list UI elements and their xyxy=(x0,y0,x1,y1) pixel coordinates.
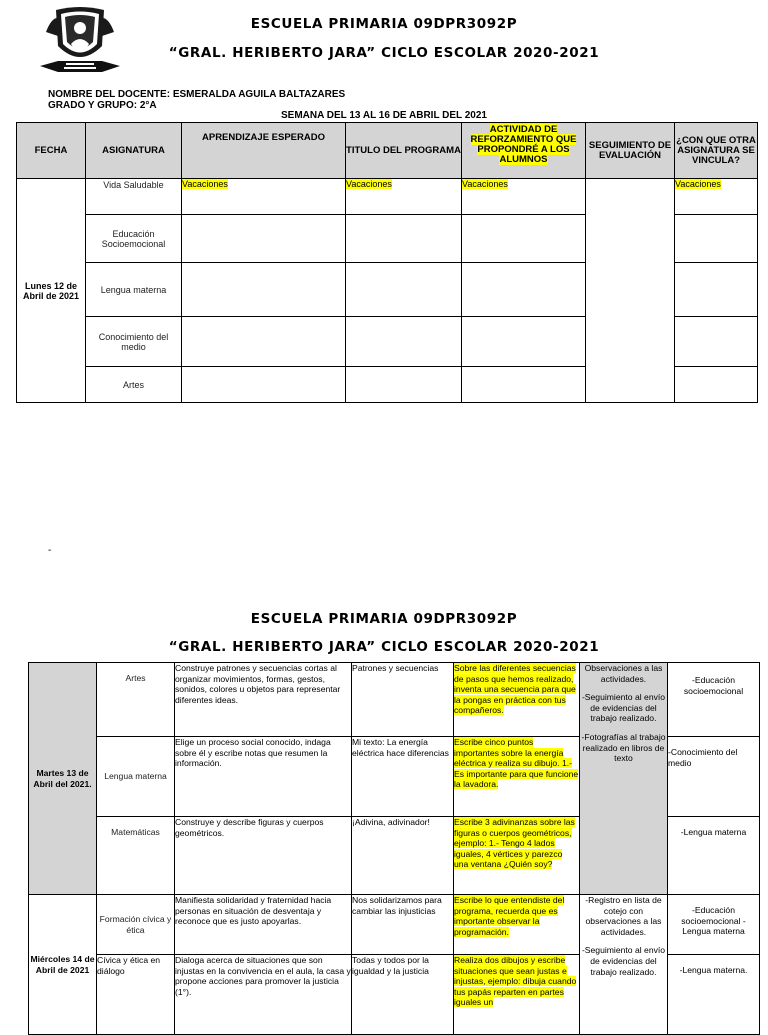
empty-cell xyxy=(462,317,586,367)
header-actividad xyxy=(462,123,586,179)
titulo-cell: Nos solidarizamos para cambiar las injusticias xyxy=(352,895,454,955)
empty-cell xyxy=(462,263,586,317)
planning-table-days xyxy=(28,662,760,1035)
actividad-text: Escribe lo que entendiste del programa, recuerda que es importante observar la programación. xyxy=(454,895,565,937)
subject-matematicas: Matemáticas xyxy=(97,817,175,895)
vacaciones-text: Vacaciones xyxy=(346,179,392,189)
aprendizaje-cell: Construye y describe figuras y cuerpos geométricos. xyxy=(175,817,352,895)
header-seguimiento: SEGUIMIENTO DE EVALUACIÓN xyxy=(586,123,675,179)
empty-cell xyxy=(182,263,346,317)
aprendizaje-cell xyxy=(182,179,346,215)
actividad-text: Escribe cinco puntos importantes sobre la energía eléctrica y realiza su dibujo. 1.- Es importante para que funcione la lavadora. xyxy=(454,737,579,790)
aprendizaje-cell: Elige un proceso social conocido, indaga sobre él y escribe notas que resumen la información. xyxy=(175,737,352,817)
titulo-cell: Mi texto: La energía eléctrica hace diferencias xyxy=(352,737,454,817)
header-asignatura: ASIGNATURA xyxy=(86,123,182,179)
titulo-cell: Todas y todos por la igualdad y la justicia xyxy=(352,955,454,1035)
vincula-cell: -Conocimiento del medio xyxy=(668,737,760,817)
actividad-cell xyxy=(454,895,580,955)
school-name-2: ESCUELA PRIMARIA 09DPR3092P xyxy=(250,611,518,627)
date-monday: Lunes 12 de Abril de 2021 xyxy=(17,179,86,403)
titulo-cell: ¡Adivina, adivinador! xyxy=(352,817,454,895)
stray-dash: - xyxy=(48,545,52,556)
titulo-cell: Patrones y secuencias xyxy=(352,663,454,737)
school-cycle: “GRAL. HERIBERTO JARA” CICLO ESCOLAR 2020-2021 xyxy=(168,45,600,61)
school-name: ESCUELA PRIMARIA 09DPR3092P xyxy=(250,16,518,32)
actividad-cell xyxy=(462,179,586,215)
date-wednesday: Miércoles 14 de Abril de 2021 xyxy=(29,895,97,1035)
actividad-cell xyxy=(454,663,580,737)
vincula-cell: -Lengua materna. xyxy=(668,955,760,1035)
titulo-cell xyxy=(346,179,462,215)
vincula-cell: -Educación socioemocional xyxy=(668,663,760,737)
grade-group: GRADO Y GRUPO: 2°A xyxy=(48,100,157,111)
school-cycle-2: “GRAL. HERIBERTO JARA” CICLO ESCOLAR 2020-2021 xyxy=(168,639,600,655)
header-vincula: ¿CON QUE OTRA ASIGNATURA SE VINCULA? xyxy=(675,123,758,179)
vacaciones-text: Vacaciones xyxy=(675,179,721,189)
seguimiento-line: Observaciones a las actividades. xyxy=(584,663,663,684)
teacher-name: NOMBRE DEL DOCENTE: ESMERALDA AGUILA BALTAZARES xyxy=(48,89,346,100)
aprendizaje-cell: Dialoga acerca de situaciones que son injustas en la convivencia en el aula, la casa y propone acciones para promover la justicia (1°). xyxy=(175,955,352,1035)
week-label: SEMANA DEL 13 AL 16 DE ABRIL DEL 2021 xyxy=(281,110,487,121)
empty-cell xyxy=(182,367,346,403)
header-fecha: FECHA xyxy=(17,123,86,179)
seguimiento-line: -Fotografías al trabajo realizado en libros de texto xyxy=(581,731,666,764)
seguimiento-cell xyxy=(586,179,675,403)
header-aprendizaje: APRENDIZAJE ESPERADO xyxy=(182,123,346,179)
empty-cell xyxy=(182,215,346,263)
empty-cell xyxy=(675,263,758,317)
empty-cell xyxy=(675,215,758,263)
subject-conocimiento-medio: Conocimiento del medio xyxy=(86,317,182,367)
actividad-cell xyxy=(454,817,580,895)
empty-cell xyxy=(182,317,346,367)
subject-civica-etica: Formación cívica y ética xyxy=(97,895,175,955)
seguimiento-line: -Seguimiento al envío de evidencias del trabajo realizado. xyxy=(581,945,666,977)
aprendizaje-cell: Manifiesta solidaridad y fraternidad hacia personas en situación de desventaja y reconoce que es justo apoyarlas. xyxy=(175,895,352,955)
subject-artes: Artes xyxy=(86,367,182,403)
vacaciones-text: Vacaciones xyxy=(462,179,508,189)
vincula-cell: -Educación socioemocional -Lengua materna xyxy=(668,895,760,955)
subject-socioemocional: Educación Socioemocional xyxy=(86,215,182,263)
empty-cell xyxy=(346,263,462,317)
actividad-text: Escribe 3 adivinanzas sobre las figuras o cuerpos geométricos, ejemplo: 1.- Tengo 4 lados iguales, 4 vértices y parezco una ventana ¿Quién soy? xyxy=(454,817,575,870)
empty-cell xyxy=(346,317,462,367)
vincula-cell: -Lengua materna xyxy=(668,817,760,895)
date-tuesday: Martes 13 de Abril del 2021. xyxy=(29,663,97,895)
seguimiento-cell xyxy=(580,895,668,1035)
actividad-text: Sobre las diferentes secuencias de pasos que hemos realizado, inventa una secuencia para que la pongas en práctica con tus compañeros. xyxy=(454,663,576,716)
actividad-cell xyxy=(454,737,580,817)
actividad-cell xyxy=(454,955,580,1035)
subject-vida-saludable: Vida Saludable xyxy=(86,179,182,215)
aprendizaje-cell: Construye patrones y secuencias cortas al organizar movimientos, formas, gestos, sonidos, colores u objetos para representar diferentes ideas. xyxy=(175,663,352,737)
vacaciones-text: Vacaciones xyxy=(182,179,228,189)
empty-cell xyxy=(462,215,586,263)
seguimiento-line: -Seguimiento al envío de evidencias del trabajo realizado. xyxy=(581,692,666,724)
subject-lengua-materna: Lengua materna xyxy=(97,737,175,817)
empty-cell xyxy=(462,367,586,403)
actividad-text: Realiza dos dibujos y escribe situaciones que sean justas e injustas, ejemplo: dibuja cuando tus papás reparten en partes iguales un xyxy=(454,955,577,1008)
empty-cell xyxy=(675,367,758,403)
vincula-cell xyxy=(675,179,758,215)
planning-table-week xyxy=(16,122,758,403)
subject-artes: Artes xyxy=(97,663,175,737)
subject-lengua-materna: Lengua materna xyxy=(86,263,182,317)
header-actividad-text: ACTIVIDAD DE REFORZAMIENTO QUE PROPONDRÉ A LOS ALUMNOS xyxy=(470,124,577,165)
seguimiento-cell xyxy=(580,663,668,895)
empty-cell xyxy=(675,317,758,367)
subject-civica-dialogo: Cívica y ética en diálogo xyxy=(97,955,175,1035)
seguimiento-line: -Registro en lista de cotejo con observaciones a las actividades. xyxy=(585,895,662,937)
header-titulo: TITULO DEL PROGRAMA xyxy=(346,123,462,179)
empty-cell xyxy=(346,215,462,263)
empty-cell xyxy=(346,367,462,403)
